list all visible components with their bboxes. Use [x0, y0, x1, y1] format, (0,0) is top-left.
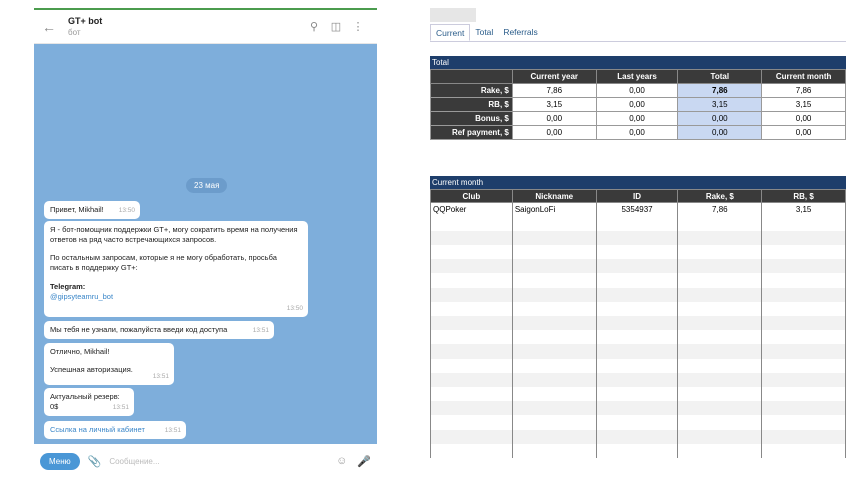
empty-table-cell — [678, 415, 762, 429]
table-cell: 3,15 — [762, 203, 846, 217]
table-cell: SaigonLoFi — [512, 203, 596, 217]
table-row — [431, 126, 846, 140]
empty-table-cell — [762, 288, 846, 302]
empty-table-cell — [762, 373, 846, 387]
message-bubble[interactable] — [44, 221, 308, 317]
message-text: Привет, Mikhail! — [50, 205, 104, 214]
empty-table-cell — [678, 430, 762, 444]
empty-table-row — [431, 231, 846, 245]
empty-table-cell — [431, 401, 513, 415]
column-header: Nickname — [512, 190, 596, 203]
empty-table-row — [431, 330, 846, 344]
table-cell: 0,00 — [512, 126, 596, 140]
attach-icon[interactable]: 📎 — [87, 455, 102, 468]
column-header: Total — [678, 70, 762, 84]
empty-table-cell — [596, 430, 678, 444]
message-bubble[interactable] — [44, 321, 274, 339]
empty-table-cell — [431, 245, 513, 259]
empty-table-cell — [431, 302, 513, 316]
column-header: Club — [431, 190, 513, 203]
chat-title-block[interactable] — [68, 16, 303, 37]
table-cell: 7,86 — [678, 84, 762, 98]
message-text: Актуальный резерв: — [50, 392, 120, 401]
chat-area[interactable] — [34, 44, 377, 444]
total-title: Total — [430, 56, 846, 69]
empty-table-row — [431, 444, 846, 458]
empty-table-cell — [431, 217, 513, 231]
empty-table-cell — [596, 373, 678, 387]
empty-table-cell — [596, 387, 678, 401]
column-header: ID — [596, 190, 678, 203]
empty-table-cell — [512, 273, 596, 287]
message-time: 13:51 — [252, 327, 269, 335]
table-cell: QQPoker — [431, 203, 513, 217]
empty-table-row — [431, 259, 846, 273]
empty-table-cell — [431, 444, 513, 458]
empty-table-row — [431, 387, 846, 401]
empty-table-cell — [678, 302, 762, 316]
total-table — [430, 69, 846, 140]
table-row — [431, 112, 846, 126]
table-header-row — [431, 70, 846, 84]
empty-table-cell — [431, 430, 513, 444]
current-month-table — [430, 189, 846, 458]
table-row — [431, 84, 846, 98]
empty-table-cell — [431, 273, 513, 287]
empty-table-cell — [762, 217, 846, 231]
column-header: Rake, $ — [678, 190, 762, 203]
empty-table-cell — [596, 344, 678, 358]
empty-table-cell — [431, 344, 513, 358]
empty-table-cell — [762, 330, 846, 344]
table-cell: 3,15 — [762, 98, 846, 112]
chat-header — [34, 10, 377, 44]
personal-account-link[interactable]: Ссылка на личный кабинет — [50, 425, 145, 434]
empty-table-cell — [512, 415, 596, 429]
table-cell: 5354937 — [596, 203, 678, 217]
table-cell: 3,15 — [512, 98, 596, 112]
message-time: 13:51 — [164, 427, 181, 435]
empty-table-cell — [678, 359, 762, 373]
message-input[interactable]: Сообщение... — [109, 456, 160, 466]
empty-table-row — [431, 415, 846, 429]
tab-bar — [430, 24, 846, 42]
bot-name: GT+ bot — [68, 16, 103, 26]
empty-table-cell — [762, 387, 846, 401]
blurred-header-box — [430, 8, 476, 22]
empty-table-cell — [762, 273, 846, 287]
table-cell: 0,00 — [762, 112, 846, 126]
empty-table-row — [431, 359, 846, 373]
empty-table-cell — [596, 330, 678, 344]
empty-table-row — [431, 273, 846, 287]
empty-table-cell — [512, 330, 596, 344]
empty-table-cell — [762, 359, 846, 373]
empty-table-cell — [762, 259, 846, 273]
column-header: Current month — [762, 70, 846, 84]
empty-table-cell — [596, 288, 678, 302]
empty-table-row — [431, 316, 846, 330]
empty-table-cell — [512, 430, 596, 444]
empty-table-cell — [512, 302, 596, 316]
empty-table-cell — [431, 316, 513, 330]
empty-table-row — [431, 401, 846, 415]
sidebar-toggle-icon[interactable]: ◫ — [330, 21, 342, 33]
table-row — [431, 203, 846, 217]
table-cell: 0,00 — [678, 126, 762, 140]
row-header: Bonus, $ — [431, 112, 513, 126]
empty-table-cell — [678, 444, 762, 458]
empty-table-cell — [762, 444, 846, 458]
stats-panel — [430, 8, 846, 478]
message-time: 13:51 — [152, 373, 169, 381]
date-separator: 23 мая — [186, 178, 227, 193]
corner-cell — [431, 70, 513, 84]
empty-table-cell — [431, 231, 513, 245]
table-cell: 7,86 — [512, 84, 596, 98]
empty-table-row — [431, 430, 846, 444]
message-text: Мы тебя не узнали, пожалуйста введи код доступа — [50, 325, 228, 334]
empty-table-cell — [512, 373, 596, 387]
row-header: Rake, $ — [431, 84, 513, 98]
empty-table-row — [431, 217, 846, 231]
empty-table-cell — [762, 316, 846, 330]
empty-table-cell — [762, 231, 846, 245]
empty-table-cell — [596, 273, 678, 287]
column-header: RB, $ — [762, 190, 846, 203]
empty-table-cell — [678, 330, 762, 344]
message-text: 0$ — [50, 402, 59, 412]
message-bubble[interactable] — [44, 421, 186, 439]
table-cell: 0,00 — [762, 126, 846, 140]
empty-table-cell — [512, 288, 596, 302]
empty-table-cell — [512, 231, 596, 245]
message-bubble[interactable] — [44, 201, 140, 219]
tab-total[interactable]: Total — [475, 27, 494, 37]
empty-table-cell — [431, 387, 513, 401]
empty-table-row — [431, 344, 846, 358]
table-cell: 0,00 — [596, 98, 678, 112]
table-row — [431, 98, 846, 112]
empty-table-cell — [678, 259, 762, 273]
empty-table-cell — [762, 415, 846, 429]
empty-table-cell — [596, 401, 678, 415]
empty-table-cell — [762, 430, 846, 444]
menu-button[interactable]: Меню — [40, 453, 80, 470]
empty-table-cell — [512, 217, 596, 231]
empty-table-cell — [678, 288, 762, 302]
empty-table-cell — [512, 401, 596, 415]
table-cell: 0,00 — [512, 112, 596, 126]
empty-table-cell — [512, 259, 596, 273]
message-text: Я - бот-помощник поддержки GT+, могу сократить время на получения ответов на ряд часто встречающихся запросов. — [50, 225, 298, 245]
empty-table-cell — [678, 344, 762, 358]
message-text: По остальным запросам, которые я не могу обработать, просьба писать в поддержку GT+: — [50, 253, 277, 273]
message-bubble[interactable] — [44, 388, 134, 416]
search-icon[interactable]: ⚲ — [309, 21, 319, 33]
empty-table-cell — [596, 245, 678, 259]
empty-table-cell — [596, 359, 678, 373]
empty-table-cell — [678, 245, 762, 259]
message-time: 13:51 — [112, 404, 129, 412]
total-section — [430, 56, 846, 140]
empty-table-cell — [762, 344, 846, 358]
empty-table-cell — [431, 330, 513, 344]
empty-table-cell — [678, 217, 762, 231]
back-arrow-icon[interactable]: ← — [42, 18, 56, 35]
message-time: 13:50 — [118, 207, 135, 215]
empty-table-cell — [431, 415, 513, 429]
column-header: Last years — [596, 70, 678, 84]
current-month-section — [430, 176, 846, 458]
row-header: RB, $ — [431, 98, 513, 112]
tab-referrals[interactable]: Referrals — [503, 27, 538, 37]
empty-table-cell — [431, 359, 513, 373]
table-cell: 0,00 — [596, 84, 678, 98]
tab-current[interactable]: Current — [430, 24, 470, 41]
empty-table-cell — [678, 231, 762, 245]
table-cell: 0,00 — [596, 112, 678, 126]
empty-table-row — [431, 288, 846, 302]
table-cell: 7,86 — [678, 203, 762, 217]
empty-table-cell — [596, 444, 678, 458]
telegram-link[interactable]: @gipsyteamru_bot — [50, 291, 114, 301]
microphone-icon[interactable]: 🎤 — [357, 455, 371, 468]
bot-subtitle: бот — [68, 28, 81, 37]
table-cell: 3,15 — [678, 98, 762, 112]
empty-table-cell — [596, 231, 678, 245]
current-month-title: Current month — [430, 176, 846, 189]
empty-table-cell — [596, 415, 678, 429]
empty-table-cell — [512, 245, 596, 259]
empty-table-cell — [512, 316, 596, 330]
empty-table-cell — [596, 217, 678, 231]
empty-table-cell — [512, 387, 596, 401]
message-bubble[interactable] — [44, 343, 174, 385]
row-header: Ref payment, $ — [431, 126, 513, 140]
empty-table-cell — [512, 344, 596, 358]
emoji-icon[interactable]: ☺ — [336, 455, 348, 467]
empty-table-cell — [596, 259, 678, 273]
empty-table-cell — [678, 401, 762, 415]
more-options-icon[interactable]: ⋮ — [352, 21, 364, 33]
telegram-window — [34, 8, 377, 476]
message-text: Отлично, Mikhail! — [50, 347, 110, 356]
empty-table-cell — [512, 359, 596, 373]
empty-table-cell — [431, 259, 513, 273]
empty-table-cell — [678, 316, 762, 330]
message-input-bar — [34, 444, 377, 478]
empty-table-cell — [762, 302, 846, 316]
table-cell: 0,00 — [678, 112, 762, 126]
table-cell: 7,86 — [762, 84, 846, 98]
message-label: Telegram: — [50, 281, 86, 291]
table-header-row — [431, 190, 846, 203]
empty-table-cell — [431, 373, 513, 387]
empty-table-cell — [678, 273, 762, 287]
empty-table-cell — [596, 316, 678, 330]
message-time: 13:50 — [286, 305, 303, 313]
empty-table-cell — [762, 245, 846, 259]
empty-table-cell — [678, 373, 762, 387]
empty-table-cell — [678, 387, 762, 401]
empty-table-row — [431, 373, 846, 387]
empty-table-cell — [596, 302, 678, 316]
empty-table-row — [431, 245, 846, 259]
empty-table-row — [431, 302, 846, 316]
table-cell: 0,00 — [596, 126, 678, 140]
empty-table-cell — [512, 444, 596, 458]
empty-table-cell — [762, 401, 846, 415]
column-header: Current year — [512, 70, 596, 84]
message-text: Успешная авторизация. — [50, 365, 133, 375]
empty-table-cell — [431, 288, 513, 302]
